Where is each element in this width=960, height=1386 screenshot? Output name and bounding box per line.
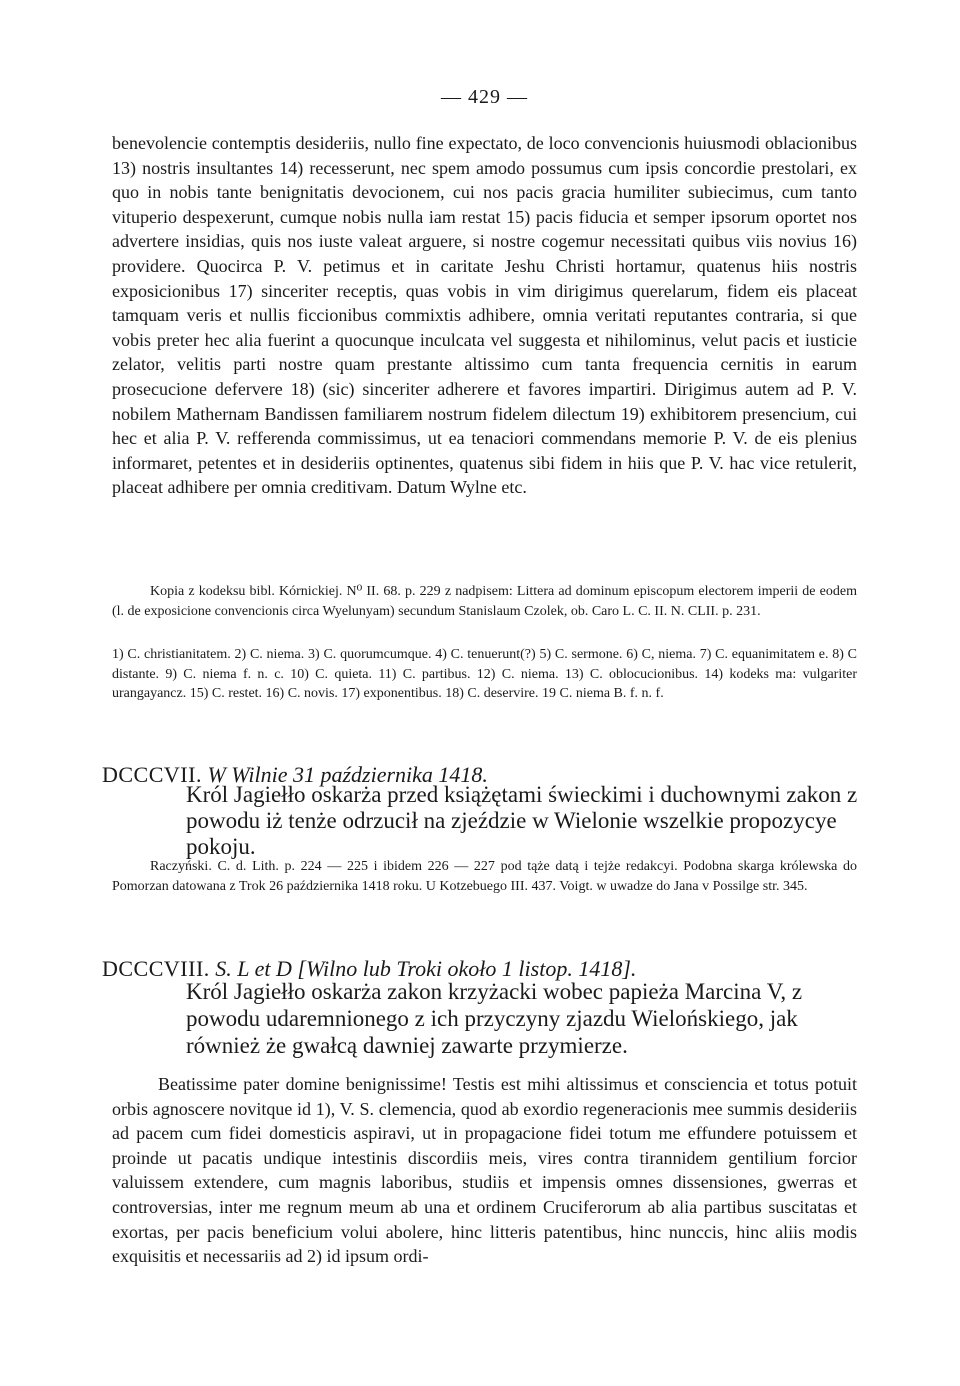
footnotes-text: 1) C. christianitatem. 2) C. niema. 3) C. quorumcumque. 4) C. tenuerunt(?) 5) C. sermone. 6) C, niema. 7) C. equanimitatem e. 8) C distante. 9) C. niema f. n. c. 10) C. quieta. 11) C. partibus. 12) C. niema. 13) C. oblocucionibus. 14) kodeks ma: vulgariter urangayancz. 15) C. restet. 16) C. novis. 17) exponentibus. 18) C. deservire. 19 C. niema B. f. n. f.: [112, 647, 857, 702]
document-summary: Król Jagiełło oskarża przed książętami świeckimi i duchownymi zakon z powodu iż tenże odrzucił na zjeździe w Wielonie wszelkie propozycye pokoju.: [186, 782, 858, 859]
source-note: [112, 582, 857, 621]
source-note-text: Kopia z kodeksu bibl. Kórnickiej. N⁰ II. 68. p. 229 z nadpisem: Littera ad dominum episcopum electorem imperii de eodem (l. de exposicione convencionis circa Wyelunyam) secundum Stanislaum Czolek, ob. Caro L. C. II. N. CLII. p. 231.: [112, 584, 857, 619]
footnotes: [112, 645, 857, 704]
document-date: S. L et D [Wilno lub Troki około 1 listop. 1418].: [215, 956, 637, 981]
letter-text: [112, 1072, 857, 1269]
letter-text-continued: [112, 131, 857, 500]
document-number: DCCCVII.: [102, 762, 202, 787]
document-number: DCCCVIII.: [102, 956, 210, 981]
source-note-text: Raczyński. C. d. Lith. p. 224 — 225 i ibidem 226 — 227 pod tąże datą i tejże redakcyi. Podobna skarga królewska do Pomorzan datowana z Trok 26 października 1418 roku. U Kotzebuego III. 437. Voigt. w uwadze do Jana v Possilge str. 345.: [112, 859, 857, 894]
paragraph: Beatissime pater domine benignissime! Testis est mihi altissimus et consciencia et totus potuit orbis agnoscere novitque id 1), V. S. clemencia, quod ab exordio regeneracionis mee summis desideriis ad pacem cum fidei domesticis aspiravi, ut in propagacione fidei totum me effundere potuissem et proinde ut pacatis undique intestinis discordiis meis, vires contra tirannidem gentilium forcior valuissem extendere, cum magnis laboribus, studiis et impensis omnes dissensiones, gwerras et controversias, inter me regnum meum ab una et ordinem Cruciferorum ab alia partibus suscitatas et exortas, per pacis beneficium volui abolere, hinc litteris patentibus, hinc nunccis, hinc aliis modis exquisitis et necessariis ad 2) id ipsum ordi-: [112, 1074, 857, 1267]
paragraph: benevolencie contemptis desideriis, nullo fine expectato, de loco convencionis huiusmodi oblacionibus 13) nostris insultantes 14) recesserunt, nec spem amodo possumus cum ipsis concordie prestolari, ex quo in nobis tante benignitatis devocionem, cui nos pacis gracia humiliter subiecimus, cum tanto vituperio despexerunt, cumque nobis nulla iam restat 15) pacis fiducia et semper ipsorum oportet nos advertere insidias, quis nos iuste valeat arguere, si nostre cogemur necessitati quibus viis novius 16) providere. Quocirca P. V. petimus et in caritate Jeshu Christi hortamur, quatenus hiis nostris exposicionibus 17) sinceriter receptis, quas vobis in vim dirigimus querelarum, fidem eis placeat tamquam veris et nullis ficcionibus commixtis adhibere, omnia veritati reputantes contraria, si que vobis preter hec alia fuerint a quocunque inculcata vel suggesta et nihilominus, velut pacis et iusticie zelator, velitis parti nostre quam prestante altissimo cum tanta frequencia cernitis in earum prosecucione defervere 18) (sic) sinceriter adherere et favores impartiri. Dirigimus autem ad P. V. nobilem Mathernam Bandissen familiarem nostrum fidelem dilectum 19) exhibitorem presencium, cui hec et alia P. V. refferenda commissimus, ut ea tenaciori commendans memorie P. V. de eis plenius informaret, petentes et in desideriis optinentes, quatenus sibi fidem in hiis que P. V. hac vice retulerit, placeat adhibere per omnia creditivam. Datum Wylne etc.: [112, 133, 857, 498]
source-note: [112, 857, 857, 896]
document-summary: Król Jagiełło oskarża zakon krzyżacki wobec papieża Marcina V, z powodu udaremnionego z ich przyczyny zjazdu Wielońskiego, jak również że gwałcą dawniej zawarte przymierze.: [186, 979, 803, 1058]
document-date: W Wilnie 31 października 1418.: [207, 762, 488, 787]
page-number: — 429 —: [441, 86, 528, 108]
